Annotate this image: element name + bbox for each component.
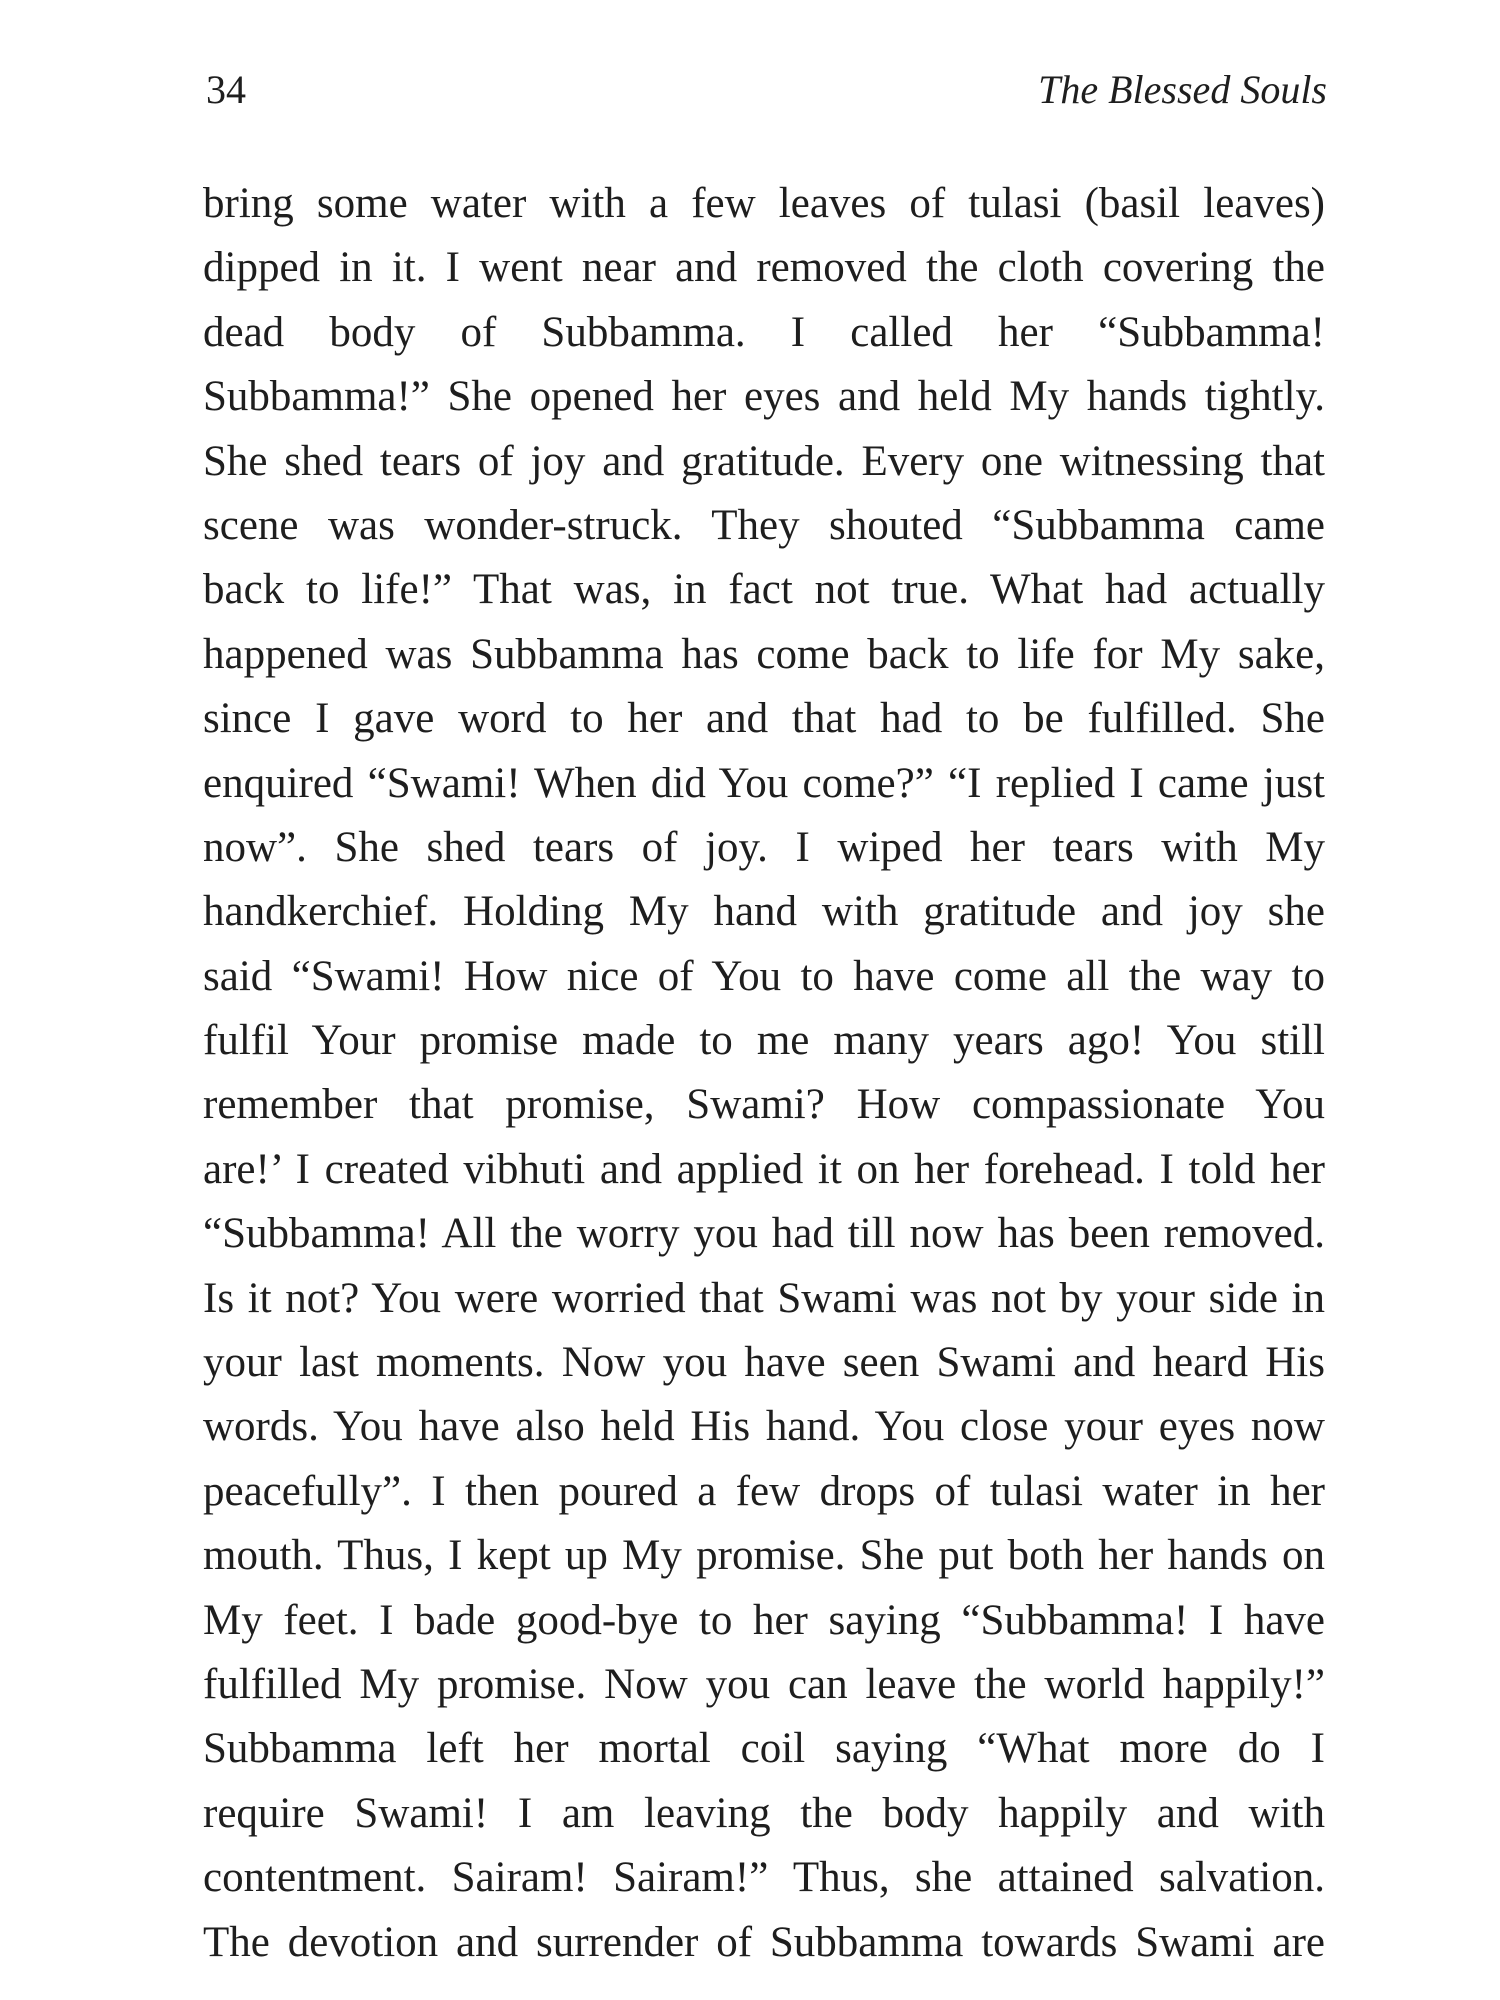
text-line: remember that promise, Swami? How compassionate You: [203, 1081, 1325, 1129]
text-line: are!’ I created vibhuti and applied it on her forehead. I told her: [203, 1145, 1325, 1193]
text-line: “Subbamma! All the worry you had till now has been removed.: [203, 1210, 1325, 1258]
text-line: happened was Subbamma has come back to life for My sake,: [203, 630, 1325, 678]
text-line: since I gave word to her and that had to be fulfilled. She: [203, 695, 1325, 743]
text-line: scene was wonder-struck. They shouted “Subbamma came: [203, 501, 1325, 549]
text-line: back to life!” That was, in fact not true. What had actually: [203, 566, 1325, 614]
text-line: dead body of Subbamma. I called her “Subbamma!: [203, 308, 1325, 356]
text-line: contentment. Sairam! Sairam!” Thus, she attained salvation.: [203, 1854, 1325, 1902]
text-line: Subbamma left her mortal coil saying “What more do I: [203, 1725, 1325, 1773]
text-line: Is it not? You were worried that Swami was not by your side in: [203, 1274, 1325, 1322]
text-line: enquired “Swami! When did You come?” “I replied I came just: [203, 759, 1325, 807]
body-text: [203, 172, 1325, 1975]
text-line: My feet. I bade good-bye to her saying “Subbamma! I have: [203, 1596, 1325, 1644]
text-line: said “Swami! How nice of You to have come all the way to: [203, 952, 1325, 1000]
text-line: She shed tears of joy and gratitude. Every one witnessing that: [203, 437, 1325, 485]
text-line: handkerchief. Holding My hand with gratitude and joy she: [203, 888, 1325, 936]
text-line: mouth. Thus, I kept up My promise. She put both her hands on: [203, 1532, 1325, 1580]
text-line: now”. She shed tears of joy. I wiped her tears with My: [203, 823, 1325, 871]
page-number: 34: [206, 67, 246, 112]
text-line: bring some water with a few leaves of tulasi (basil leaves): [203, 180, 1325, 227]
text-line: require Swami! I am leaving the body happily and with: [203, 1789, 1325, 1837]
text-line: words. You have also held His hand. You close your eyes now: [203, 1403, 1325, 1451]
text-line: peacefully”. I then poured a few drops of tulasi water in her: [203, 1467, 1325, 1515]
text-line: fulfil Your promise made to me many years ago! You still: [203, 1017, 1325, 1065]
running-title: The Blessed Souls: [1038, 67, 1327, 112]
text-line: fulfilled My promise. Now you can leave the world happily!”: [203, 1660, 1325, 1708]
text-line: your last moments. Now you have seen Swami and heard His: [203, 1339, 1325, 1387]
text-line: Subbamma!” She opened her eyes and held My hands tightly.: [203, 373, 1325, 421]
text-line: The devotion and surrender of Subbamma towards Swami are: [203, 1918, 1325, 1966]
text-line: dipped in it. I went near and removed the cloth covering the: [203, 244, 1325, 292]
